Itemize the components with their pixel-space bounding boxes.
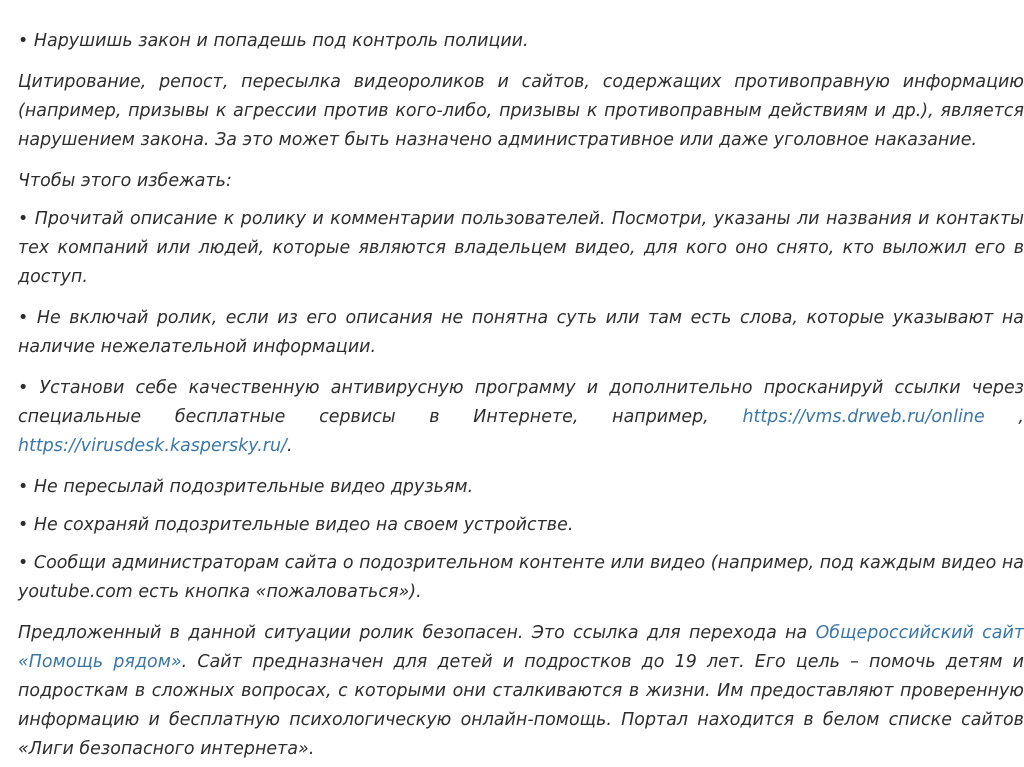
- paragraph-read-description: • Прочитай описание к ролику и комментарии пользователей. Посмотри, указаны ли названия и контакты тех компаний или людей, которые являются владельцем видео, для кого оно снято, кто выложил его в доступ.: [18, 209, 1024, 287]
- paragraph-report: • Сообщи администраторам сайта о подозрительном контенте или видео (например, под каждым видео на youtube.com есть кнопка «пожаловаться»).: [18, 553, 1024, 602]
- paragraph-law-violation: Цитирование, репост, пересылка видеороликов и сайтов, содержащих противоправную информацию (например, призывы к агрессии против кого-либо, призывы к противоправным действиям и др.), является нарушением закона. За это может быть назначено административное или даже уголовное наказание.: [18, 72, 1024, 150]
- kaspersky-link[interactable]: https://virusdesk.kaspersky.ru/: [18, 436, 287, 456]
- paragraph-police-warning: • Нарушишь закон и попадешь под контроль полиции.: [18, 31, 529, 51]
- paragraph-antivirus: [18, 374, 1024, 461]
- paragraph-dont-save: • Не сохраняй подозрительные видео на своем устройстве.: [18, 515, 574, 535]
- antivirus-end: .: [286, 436, 293, 456]
- paragraph-dont-play: • Не включай ролик, если из его описания не понятна суть или там есть слова, которые указывают на наличие нежелательной информации.: [18, 308, 1024, 357]
- link-separator: ,: [1018, 407, 1024, 427]
- antivirus-text: • Установи себе качественную антивирусную программу и дополнительно просканируй ссылки через специальные бесплатные сервисы в Интернете, например,: [18, 378, 1024, 427]
- safe-video-before: Предложенный в данной ситуации ролик безопасен. Это ссылка для перехода на: [18, 623, 808, 643]
- paragraph-how-to-avoid: Чтобы этого избежать:: [18, 171, 232, 191]
- safe-video-after: . Сайт предназначен для детей и подростков до 19 лет. Его цель – помочь детям и подросткам в сложных вопросах, с которыми они сталкиваются в жизни. Им предоставляют проверенную информацию и бесплатную психологическую онлайн-помощь. Портал находится в белом списке сайтов «Лиги безопасного интернета».: [18, 652, 1024, 759]
- help-site-link[interactable]: Общероссийский сайт «Помощь рядом»: [18, 623, 1024, 672]
- drweb-link[interactable]: https://vms.drweb.ru/online: [742, 407, 985, 427]
- paragraph-dont-forward: • Не пересылай подозрительные видео друзьям.: [18, 477, 474, 497]
- paragraph-safe-video: [18, 619, 1024, 764]
